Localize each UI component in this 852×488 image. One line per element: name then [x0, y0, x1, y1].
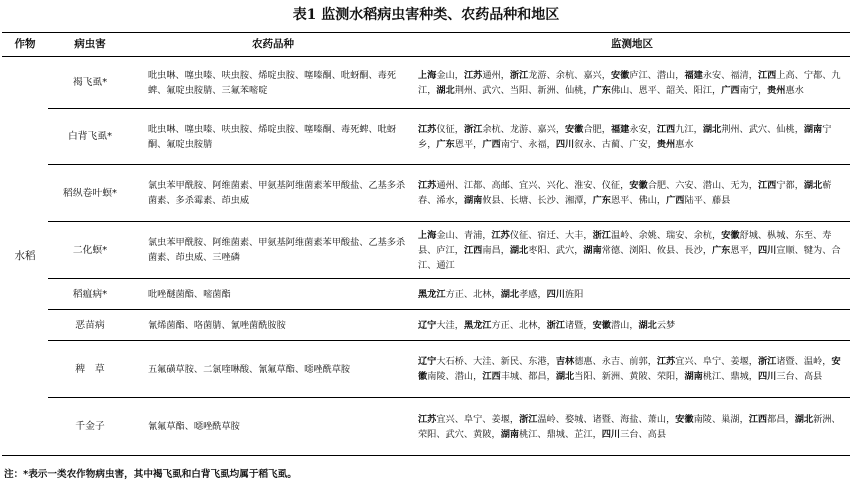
- table-row: [2, 222, 850, 279]
- province-name: 江苏: [418, 180, 437, 191]
- city-list: 南宁: [739, 84, 758, 96]
- province-name: 安徽: [418, 356, 841, 382]
- city-list: 南宁、永福: [500, 138, 547, 150]
- city-list: 常德、浏阳、攸县、長沙: [601, 244, 703, 256]
- table-row: [2, 398, 850, 456]
- city-list: 宁乡: [418, 123, 832, 150]
- city-list: 合肥、六安、潜山、无为: [647, 180, 749, 191]
- city-list: 桃江、鼎城、芷江: [519, 428, 593, 440]
- city-list: 佛山、恩平、韶关、阳江: [610, 84, 712, 96]
- province-name: 广西: [721, 84, 740, 96]
- province-name: 江苏: [418, 123, 437, 135]
- table-row: [2, 310, 850, 341]
- city-list: 大石桥、大洼、新民、东港: [436, 356, 547, 367]
- province-name: 广东: [592, 195, 611, 206]
- city-list: 南昌: [482, 244, 501, 256]
- city-list: 大洼: [436, 319, 455, 331]
- city-list: 龙游、余杭、嘉兴: [528, 69, 602, 81]
- city-list: 陆平、藤县: [684, 195, 731, 206]
- city-list: 宜兴、阜宁、姜堰: [675, 356, 749, 367]
- region-cell: 辽宁大石桥、大洼、新民、东港，吉林德惠、永吉、前郭，江苏宜兴、阜宁、姜堰，浙江诸暨、温岭，安徽南陵、潜山，江西丰城、都昌，湖北当阳、新洲、黄陂、荣阳，湖南桃江、鼎城，四川三台、高县: [414, 341, 850, 398]
- pest-cell: 千金子: [48, 398, 132, 456]
- province-name: 辽宁: [418, 356, 437, 367]
- city-list: 仪征: [436, 123, 455, 135]
- province-name: 浙江: [509, 69, 529, 81]
- city-list: 上高、宁都、九江: [418, 69, 841, 96]
- city-list: 桃江、鼎城: [702, 371, 749, 382]
- province-name: 湖南: [463, 195, 483, 206]
- header-region: 监测地区: [414, 33, 850, 57]
- region-cell: 上海金山、青浦，江苏仪征、宿迁、大丰，浙江温岭、余姚、瑞安、余杭，安徽舒城、枞城、东至、寿县、庐江，江西南昌，湖北枣阳、武穴，湖南常德、浏阳、攸县、長沙，广东恩平，四川宣顺、犍为、合江、通江: [414, 222, 850, 279]
- pesticide-cell: 吡虫啉、噻虫嗪、呋虫胺、烯啶虫胺、噻嗪酮、吡蚜酮、毒死蜱、氟啶虫胺腈、三氟苯嘧啶: [132, 57, 414, 109]
- table-footnote: 注：*表示一类农作物病虫害，其中褐飞虱和白背飞虱均属于稻飞虱。: [4, 469, 297, 480]
- province-name: 贵州: [656, 138, 676, 150]
- city-list: 南陵、巢湖: [693, 413, 740, 425]
- pesticide-cell: 吡虫啉、噻虫嗪、呋虫胺、烯啶虫胺、噻嗪酮、毒死蜱、吡蚜酮、氟啶虫胺腈: [132, 109, 414, 165]
- city-list: 通州: [482, 69, 501, 81]
- province-name: 四川: [555, 138, 575, 150]
- city-list: 恩平: [454, 138, 474, 150]
- region-cell: 江苏仪征，浙江余杭、龙游、嘉兴，安徽合肥，福建永安，江西九江，湖北荆州、武穴、仙桃，湖南宁乡，广东恩平，广西南宁、永福，四川叙永、古蔺、广安，贵州惠水: [414, 109, 850, 165]
- region-cell: 上海金山，江苏通州，浙江龙游、余杭、嘉兴，安徽庐江、潜山，福建永安、福清，江西上高、宁都、九江，湖北荆州、武穴、当阳、新洲、仙桃，广东佛山、恩平、韶关、阳江，广西南宁，贵州惠水: [414, 57, 850, 109]
- province-name: 江苏: [491, 229, 510, 241]
- city-list: 宜兴、阜宁、姜堰: [436, 413, 510, 425]
- province-name: 四川: [757, 371, 777, 382]
- province-name: 湖北: [803, 180, 823, 191]
- pesticide-cell: 氯虫苯甲酰胺、阿维菌素、甲氨基阿维菌素苯甲酸盐、乙基多杀菌素、茚虫威、三唑磷: [132, 222, 414, 279]
- pesticide-cell: 吡唑醚菌酯、嘧菌酯: [132, 279, 414, 310]
- province-name: 江苏: [418, 413, 437, 425]
- province-name: 安徽: [675, 413, 694, 425]
- region-cell: 黑龙江方正、北林，湖北孝感，四川旌阳: [414, 279, 850, 310]
- city-list: 云梦: [656, 319, 676, 331]
- province-name: 安徽: [629, 180, 648, 191]
- city-list: 惠水: [675, 138, 694, 150]
- region-cell: 辽宁大洼，黑龙江方正、北林，浙江诸暨，安徽潜山，湖北云梦: [414, 310, 850, 341]
- province-name: 福建: [684, 69, 703, 81]
- city-list: 九江: [675, 123, 694, 135]
- city-list: 恩平: [730, 244, 749, 256]
- province-name: 上海: [418, 69, 437, 81]
- province-name: 安徽: [721, 229, 740, 241]
- province-name: 江西: [757, 180, 777, 191]
- province-name: 广西: [666, 195, 685, 206]
- city-list: 新洲、荣阳、武穴、黄陂: [418, 413, 841, 440]
- city-list: 合肥: [583, 123, 602, 135]
- city-list: 诸暨、温岭: [776, 356, 823, 367]
- header-crop: 作物: [2, 33, 48, 57]
- table-row: [2, 57, 850, 109]
- city-list: 温岭、婺城、诸暨、海盐、萧山: [537, 413, 667, 425]
- city-list: 舒城、枞城、东至、寿县、庐江: [418, 229, 832, 256]
- table-row: [2, 165, 850, 222]
- province-name: 湖南: [684, 371, 703, 382]
- city-list: 金山、青浦: [436, 229, 483, 241]
- province-name: 江西: [757, 69, 777, 81]
- city-list: 方正、北林: [491, 319, 538, 331]
- city-list: 余杭、龙游、嘉兴: [482, 123, 556, 135]
- pest-cell: 稻瘟病*: [48, 279, 132, 310]
- city-list: 当阳、新洲、黄陂、荣阳: [574, 371, 676, 382]
- province-name: 湖北: [509, 244, 529, 256]
- province-name: 上海: [418, 229, 437, 241]
- pesticide-cell: 氯虫苯甲酰胺、阿维菌素、甲氨基阿维菌素苯甲酸盐、乙基多杀菌素、多杀霉素、茚虫威: [132, 165, 414, 222]
- city-list: 诸暨: [565, 319, 584, 331]
- province-name: 四川: [601, 428, 621, 440]
- city-list: 叙永、古蔺、广安: [574, 138, 648, 150]
- table-row: [2, 341, 850, 398]
- city-list: 潜山: [610, 319, 630, 331]
- province-name: 湖北: [436, 84, 455, 96]
- province-name: 浙江: [519, 413, 538, 425]
- province-name: 浙江: [463, 123, 483, 135]
- city-list: 宁都: [776, 180, 795, 191]
- pesticide-cell: 五氟磺草胺、二氯喹啉酸、氰氟草酯、噁唑酰草胺: [132, 341, 414, 398]
- province-name: 江西: [482, 371, 501, 382]
- province-name: 四川: [546, 288, 565, 300]
- city-list: 三台、高县: [776, 371, 823, 382]
- city-list: 通州、江都、高邮、宜兴、兴化、淮安、仪征: [436, 180, 621, 191]
- city-list: 惠水: [785, 84, 804, 96]
- province-name: 江西: [656, 123, 676, 135]
- province-name: 江苏: [656, 356, 676, 367]
- province-name: 黑龙江: [418, 288, 446, 300]
- province-name: 安徽: [610, 69, 630, 81]
- city-list: 三台、高县: [620, 428, 667, 440]
- table-title: 表1 监测水稻病虫害种类、农药品种和地区: [292, 7, 560, 23]
- table-row: [2, 109, 850, 165]
- city-list: 方正、北林: [445, 288, 492, 300]
- pest-cell: 白背飞虱*: [48, 109, 132, 165]
- city-list: 都昌: [767, 413, 786, 425]
- province-name: 浙江: [546, 319, 565, 331]
- city-list: 永安、福清: [702, 69, 749, 81]
- pest-cell: 褐飞虱*: [48, 57, 132, 109]
- monitoring-table: [2, 32, 850, 456]
- city-list: 蕲春、浠水: [418, 180, 832, 206]
- city-list: 旌阳: [565, 288, 584, 300]
- header-pest: 病虫害: [48, 33, 132, 57]
- province-name: 广东: [592, 84, 611, 96]
- province-name: 安徽: [565, 123, 584, 135]
- province-name: 湖北: [555, 371, 575, 382]
- province-name: 浙江: [592, 229, 611, 241]
- city-list: 宣顺、犍为、合江、通江: [418, 244, 841, 271]
- region-cell: 江苏通州、江都、高邮、宜兴、兴化、淮安、仪征，安徽合肥、六安、潜山、无为，江西宁都，湖北蕲春、浠水，湖南攸县、长塘、长沙、湘潭，广东恩平、佛山，广西陆平、藤县: [414, 165, 850, 222]
- province-name: 贵州: [767, 84, 786, 96]
- city-list: 南陵、潜山: [427, 371, 474, 382]
- province-name: 湖北: [638, 319, 657, 331]
- province-name: 黑龙江: [463, 319, 492, 331]
- province-name: 浙江: [757, 356, 777, 367]
- province-name: 广东: [712, 244, 731, 256]
- province-name: 湖北: [500, 288, 520, 300]
- province-name: 湖北: [702, 123, 722, 135]
- city-list: 金山: [436, 69, 455, 81]
- province-name: 吉林: [555, 356, 575, 367]
- pest-cell: 稻纵卷叶螟*: [48, 165, 132, 222]
- province-name: 湖南: [500, 428, 520, 440]
- pest-cell: 二化螟*: [48, 222, 132, 279]
- province-name: 湖南: [583, 244, 602, 256]
- province-name: 辽宁: [418, 319, 437, 331]
- city-list: 德惠、永吉、前郭: [574, 356, 648, 367]
- header-pesticide: 农药品种: [132, 33, 414, 57]
- city-list: 枣阳、武穴: [528, 244, 575, 256]
- pesticide-cell: 氰氟草酯、噁唑酰草胺: [132, 398, 414, 456]
- province-name: 江苏: [463, 69, 483, 81]
- province-name: 江西: [748, 413, 768, 425]
- province-name: 广东: [436, 138, 455, 150]
- pest-cell: 恶苗病: [48, 310, 132, 341]
- city-list: 仪征、宿迁、大丰: [509, 229, 584, 241]
- province-name: 湖北: [794, 413, 814, 425]
- province-name: 福建: [610, 123, 630, 135]
- city-list: 温岭、余姚、瑞安、余杭: [610, 229, 712, 241]
- region-cell: 江苏宜兴、阜宁、姜堰，浙江温岭、婺城、诸暨、海盐、萧山，安徽南陵、巢湖，江西都昌，湖北新洲、荣阳、武穴、黄陂，湖南桃江、鼎城、芷江，四川三台、高县: [414, 398, 850, 456]
- city-list: 恩平、佛山: [610, 195, 657, 206]
- pest-cell: 稗 草: [48, 341, 132, 398]
- province-name: 广西: [482, 138, 501, 150]
- city-list: 丰城、都昌: [500, 371, 547, 382]
- table-row: [2, 279, 850, 310]
- province-name: 四川: [757, 244, 777, 256]
- province-name: 江西: [463, 244, 483, 256]
- province-name: 湖南: [803, 123, 823, 135]
- city-list: 攸县、长塘、长沙、湘潭: [482, 195, 584, 206]
- pesticide-cell: 氰烯菌酯、咯菌腈、氰唑菌酰胺胺: [132, 310, 414, 341]
- province-name: 安徽: [592, 319, 611, 331]
- city-list: 荆州、武穴、当阳、新洲、仙桃: [454, 84, 584, 96]
- crop-cell: 水稻: [2, 57, 48, 456]
- city-list: 孝感: [519, 288, 538, 300]
- city-list: 永安: [629, 123, 648, 135]
- city-list: 庐江、潜山: [629, 69, 676, 81]
- table-header-row: [2, 33, 850, 57]
- city-list: 荆州、武穴、仙桃: [721, 123, 795, 135]
